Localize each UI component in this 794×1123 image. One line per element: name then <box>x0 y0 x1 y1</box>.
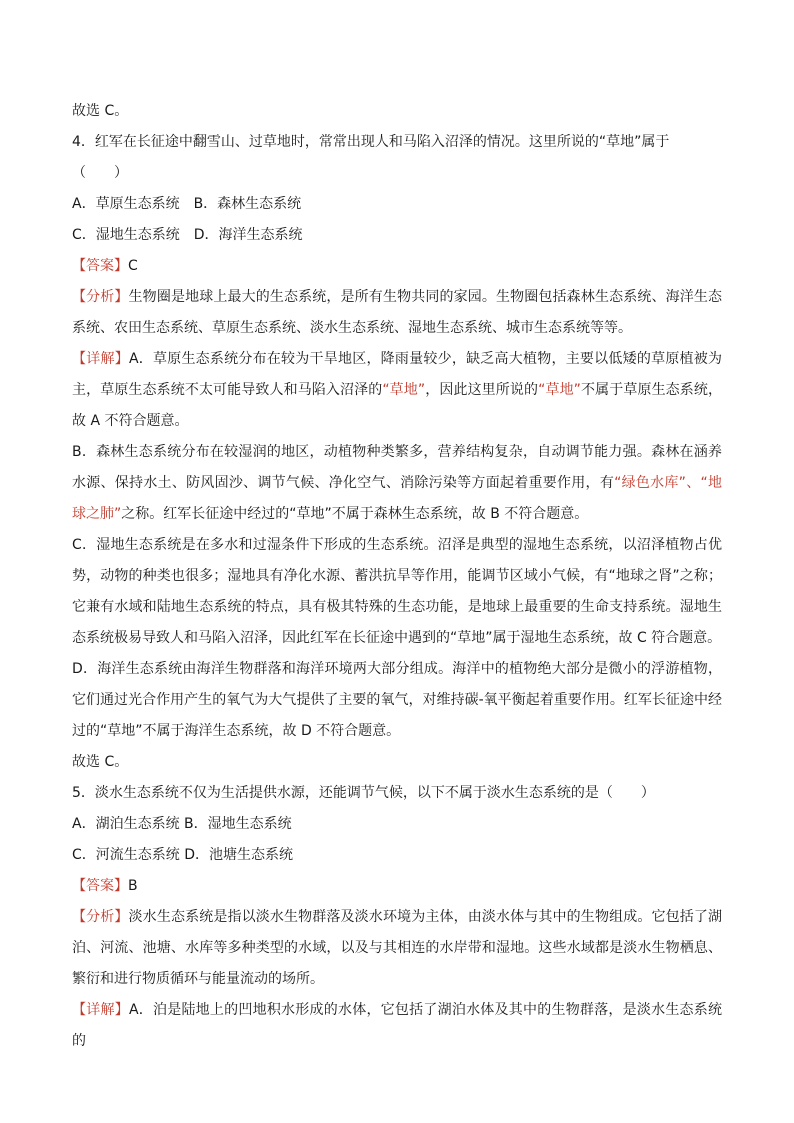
detail-b-text-2: 之称。红军长征途中经过的“草地”不属于森林生态系统，故 B 不符合题意。 <box>121 506 589 522</box>
detail-tag: 【详解】 <box>72 1002 129 1018</box>
answer-tag: 【答案】 <box>72 258 128 274</box>
detail-a-text-2: ，因此这里所说的 <box>425 382 539 398</box>
question-4-options-row1 <box>72 189 722 220</box>
detail-tag: 【详解】 <box>72 351 129 367</box>
question-4-stem: 4．红军在长征途中翻雪山、过草地时，常常出现人和马陷入沼泽的情况。这里所说的“草地”属于 <box>72 134 670 150</box>
analysis-text: 生物圈是地球上最大的生态系统，是所有生物共同的家园。生物圈包括森林生态系统、海洋生态系统、农田生态系统、草原生态系统、淡水生态系统、湿地生态系统、城市生态系统等等。 <box>72 289 723 336</box>
question-5-stem: 5．淡水生态系统不仅为生活提供水源，还能调节气候，以下不属于淡水生态系统的是（ ） <box>72 785 655 801</box>
option-c: C．湿地生态系统 <box>72 227 180 243</box>
answer-value: C <box>128 258 138 274</box>
answer-value: B <box>128 878 138 894</box>
question-4-detail-b <box>72 437 722 530</box>
detail-a-text-1: A．草原生态系统分布在较为干旱地区，降雨量较少，缺乏高大植物，主要以低矮的草原植被为主，草原生态系统不太可能导致人和马陷入沼泽的 <box>72 351 723 398</box>
question-5-answer <box>72 871 722 902</box>
detail-a-quote-2: “草地” <box>538 382 581 398</box>
question-4-detail-d: D．海洋生态系统由海洋生物群落和海洋环境两大部分组成。海洋中的植物绝大部分是微小的浮游植物，它们通过光合作用产生的氧气为大气提供了主要的氧气，对维持碳-氧平衡起着重要作用。红军长征途中经过的“草地”不属于海洋生态系统，故 D 不符合题意。 <box>72 661 722 739</box>
option-d: D．海洋生态系统 <box>193 227 303 243</box>
question-4-conclusion: 故选 C。 <box>72 754 129 770</box>
question-4-blank: （ ） <box>72 165 128 181</box>
prev-conclusion: 故选 C。 <box>72 103 129 119</box>
detail-a-quote-1: “草地” <box>382 382 426 398</box>
question-4-detail-a <box>72 344 722 437</box>
question-5-analysis <box>72 902 722 995</box>
analysis-tag: 【分析】 <box>72 289 129 305</box>
question-5-detail-a <box>72 995 722 1057</box>
detail-a-text: A．泊是陆地上的凹地积水形成的水体，它包括了湖泊水体及其中的生物群落，是淡水生态系统的 <box>72 1002 723 1049</box>
question-4-analysis <box>72 282 722 344</box>
question-4-options-row2 <box>72 220 722 251</box>
analysis-text: 淡水生态系统是指以淡水生物群落及淡水环境为主体，由淡水体与其中的生物组成。它包括了湖泊、河流、池塘、水库等多种类型的水域，以及与其相连的水岸带和湿地。这些水域都是淡水生物栖息、繁衍和进行物质循环与能量流动的场所。 <box>72 909 723 987</box>
option-b: B．森林生态系统 <box>193 196 302 212</box>
question-5-options-row1: A．湖泊生态系统 B．湿地生态系统 <box>72 816 292 832</box>
question-4-answer <box>72 251 722 282</box>
detail-a-text-3: 不属于草原生态系统，故 A 不符合题意。 <box>72 382 722 429</box>
question-4-detail-c: C．湿地生态系统是在多水和过湿条件下形成的生态系统。沼泽是典型的湿地生态系统，以沼泽植物占优势，动物的种类也很多；湿地具有净化水源、蓄洪抗旱等作用，能调节区域小气候，有“地球之肾”之称；它兼有水域和陆地生态系统的特点，具有极其特殊的生态功能，是地球上最重要的生命支持系统。湿地生态系统极易导致人和马陷入沼泽，因此红军在长征途中遇到的“草地”属于湿地生态系统，故 C 符合题意。 <box>72 537 722 646</box>
page-content <box>72 96 722 1057</box>
answer-tag: 【答案】 <box>72 878 128 894</box>
detail-b-text-1: B．森林生态系统分布在较湿润的地区，动植物种类繁多，营养结构复杂，自动调节能力强。森林在涵养水源、保持水土、防风固沙、调节气候、净化空气、消除污染等方面起着重要作用，有 <box>72 444 722 491</box>
analysis-tag: 【分析】 <box>72 909 129 925</box>
option-a: A．草原生态系统 <box>72 196 180 212</box>
question-5-options-row2: C．河流生态系统 D．池塘生态系统 <box>72 847 294 863</box>
detail-b-quote-1: “绿色水库”、 <box>614 475 701 491</box>
detail-b-quote-2: “地球之肺” <box>72 475 722 522</box>
